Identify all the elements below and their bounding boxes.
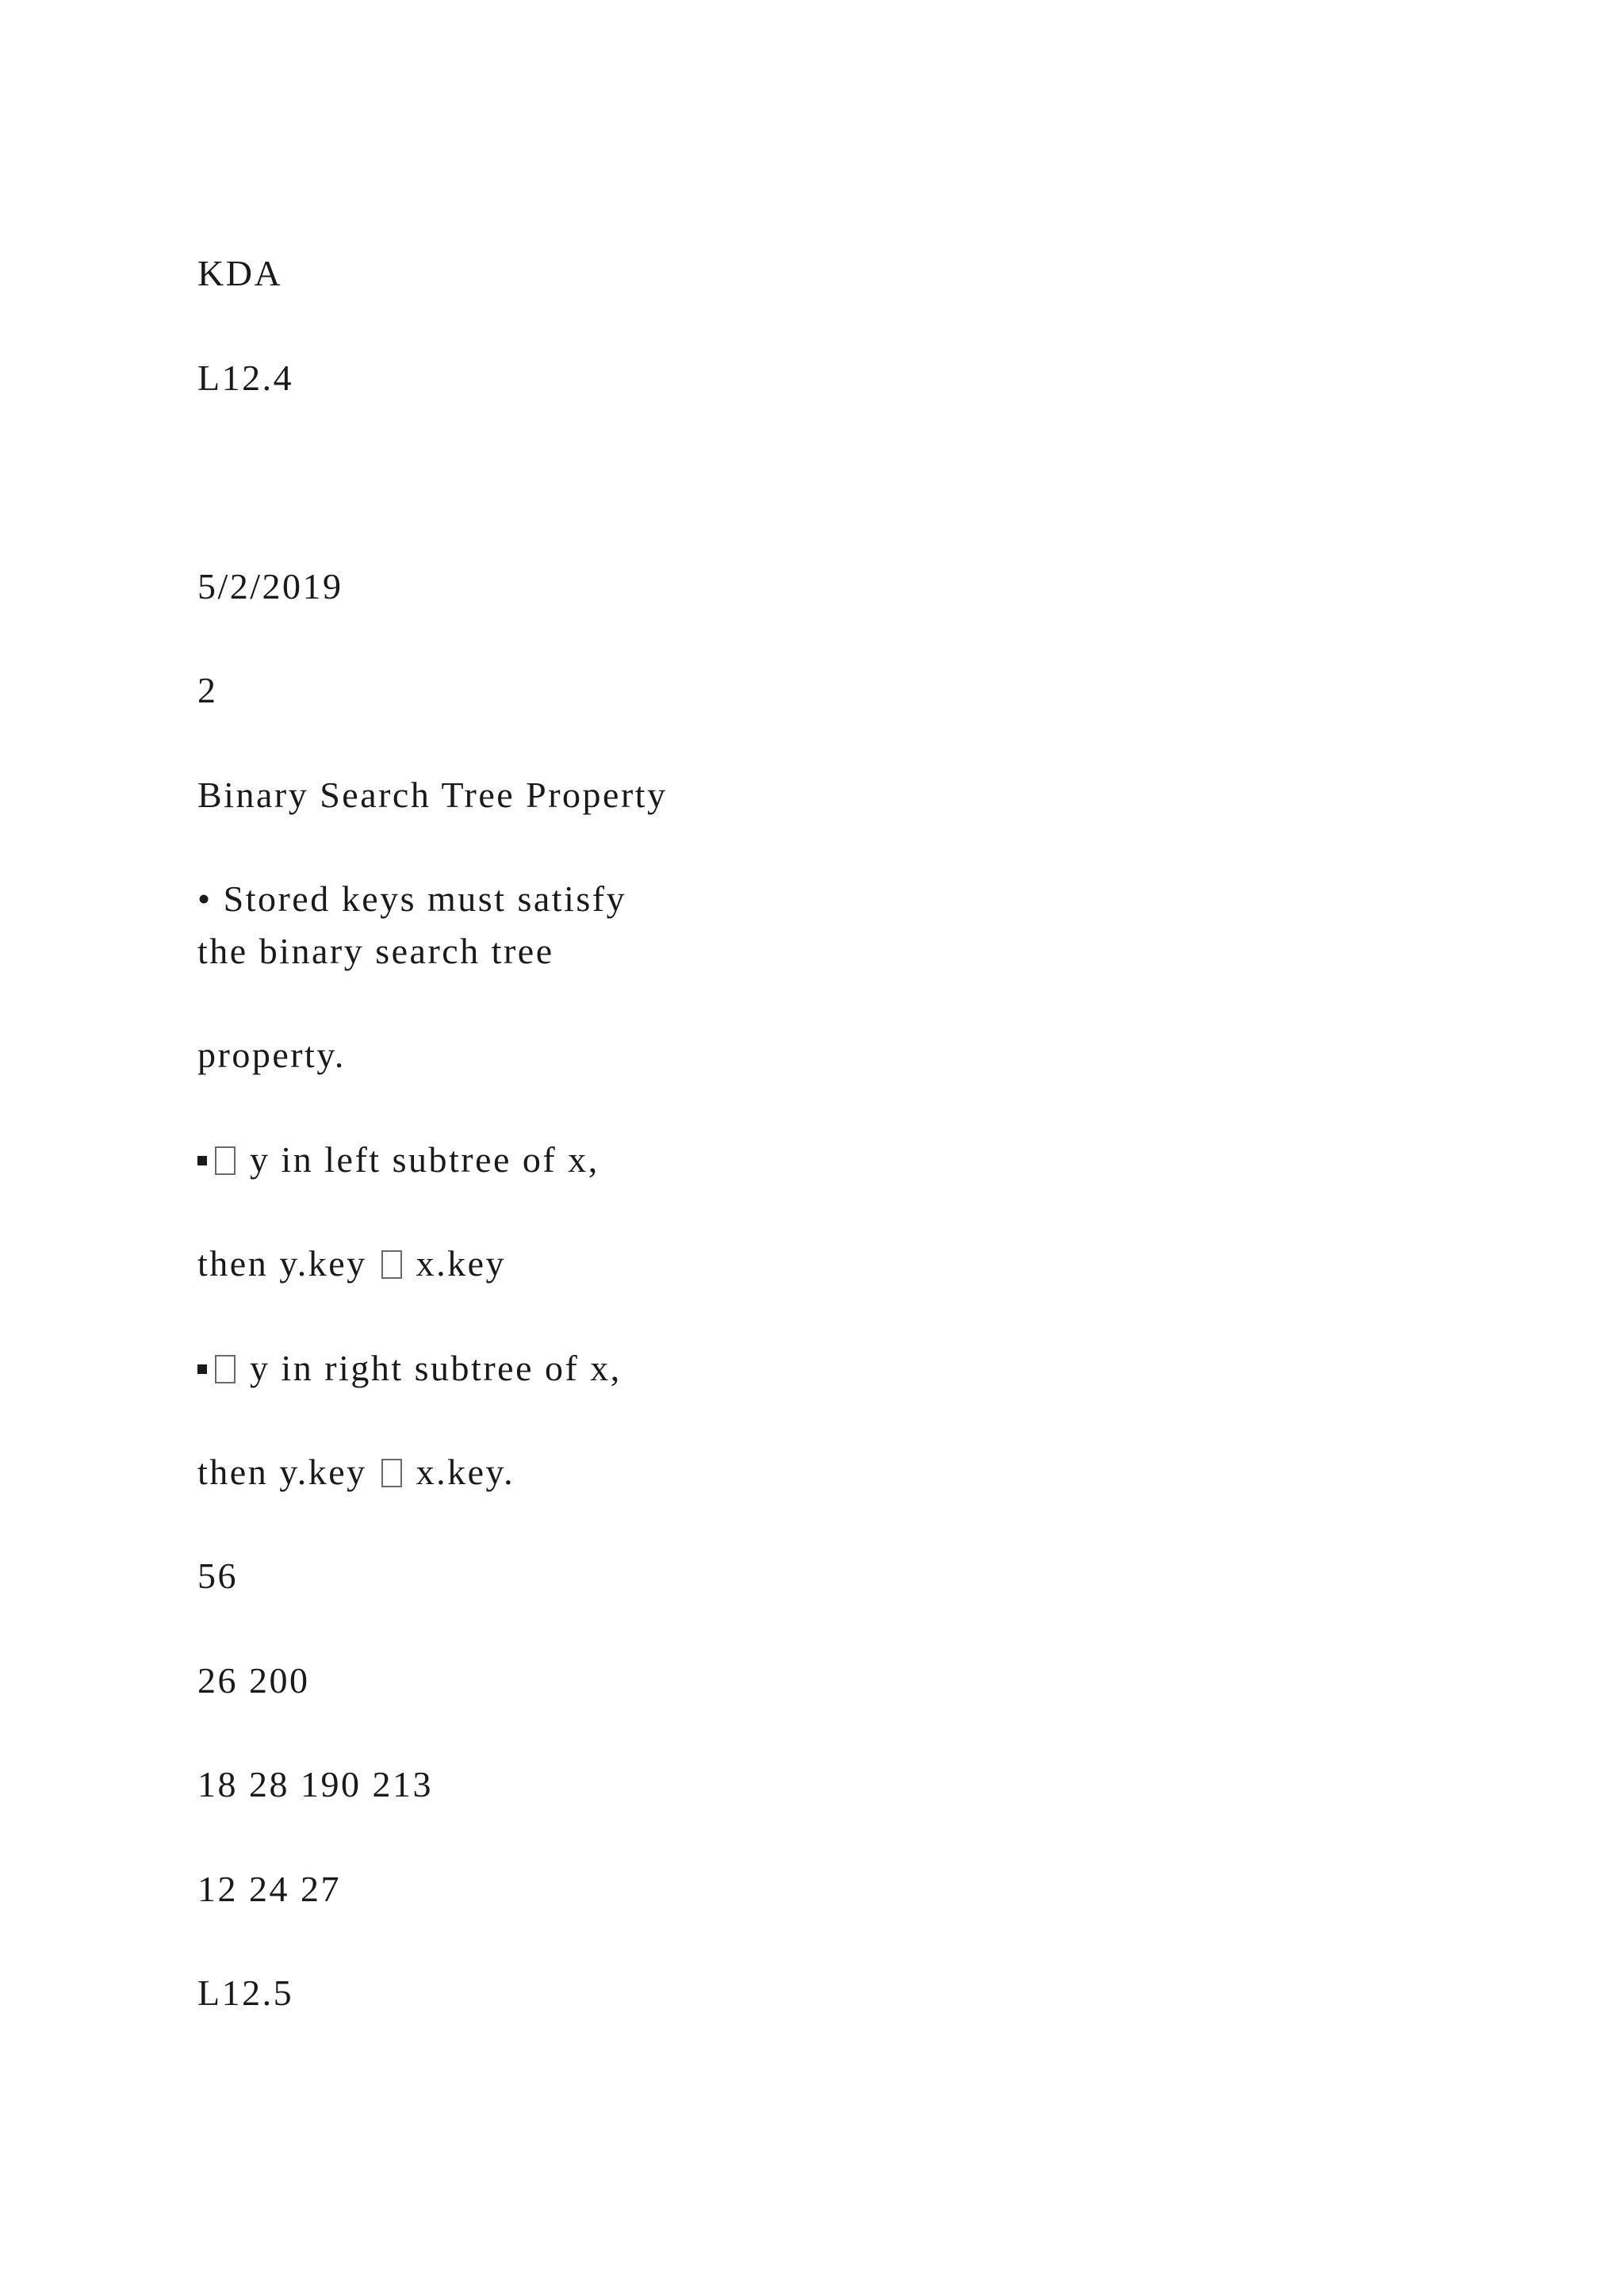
bullet-1-line-b: the binary search tree [197, 931, 554, 971]
forall-glyph-icon [215, 1355, 236, 1383]
sub-bullet-left-then-a: then y.key [197, 1243, 378, 1284]
ge-glyph-icon [381, 1459, 402, 1487]
tree-row-3: 18 28 190 213 [197, 1764, 433, 1804]
date: 5/2/2019 [197, 566, 343, 607]
square-bullet-icon [197, 1156, 207, 1165]
bullet-1-line-c: property. [197, 1035, 346, 1075]
slide-heading: Binary Search Tree Property [197, 775, 668, 815]
slide-ref-bottom: L12.5 [197, 1973, 294, 2013]
sub-bullet-right-then-a: then y.key [197, 1452, 378, 1492]
le-glyph-icon [381, 1250, 402, 1279]
sub-bullet-right-then [197, 1446, 515, 1498]
sub-bullet-left-then [197, 1238, 506, 1290]
sub-bullet-left-text: y in left subtree of x, [239, 1139, 599, 1180]
slide-ref-top: L12.4 [197, 358, 294, 398]
sub-bullet-left [197, 1134, 599, 1186]
bullet-1-line-a: • Stored keys must satisfy [197, 878, 627, 919]
sub-bullet-left-then-b: x.key [404, 1243, 507, 1284]
tree-row-4: 12 24 27 [197, 1869, 341, 1909]
forall-glyph-icon [215, 1146, 236, 1175]
sub-bullet-right-then-b: x.key. [404, 1452, 515, 1492]
sub-bullet-right-text: y in right subtree of x, [239, 1348, 622, 1388]
tree-row-2: 26 200 [197, 1660, 310, 1701]
page-number: 2 [197, 670, 218, 710]
square-bullet-icon [197, 1364, 207, 1374]
tree-row-1: 56 [197, 1556, 238, 1596]
header-label: KDA [197, 253, 283, 293]
sub-bullet-right [197, 1342, 622, 1395]
